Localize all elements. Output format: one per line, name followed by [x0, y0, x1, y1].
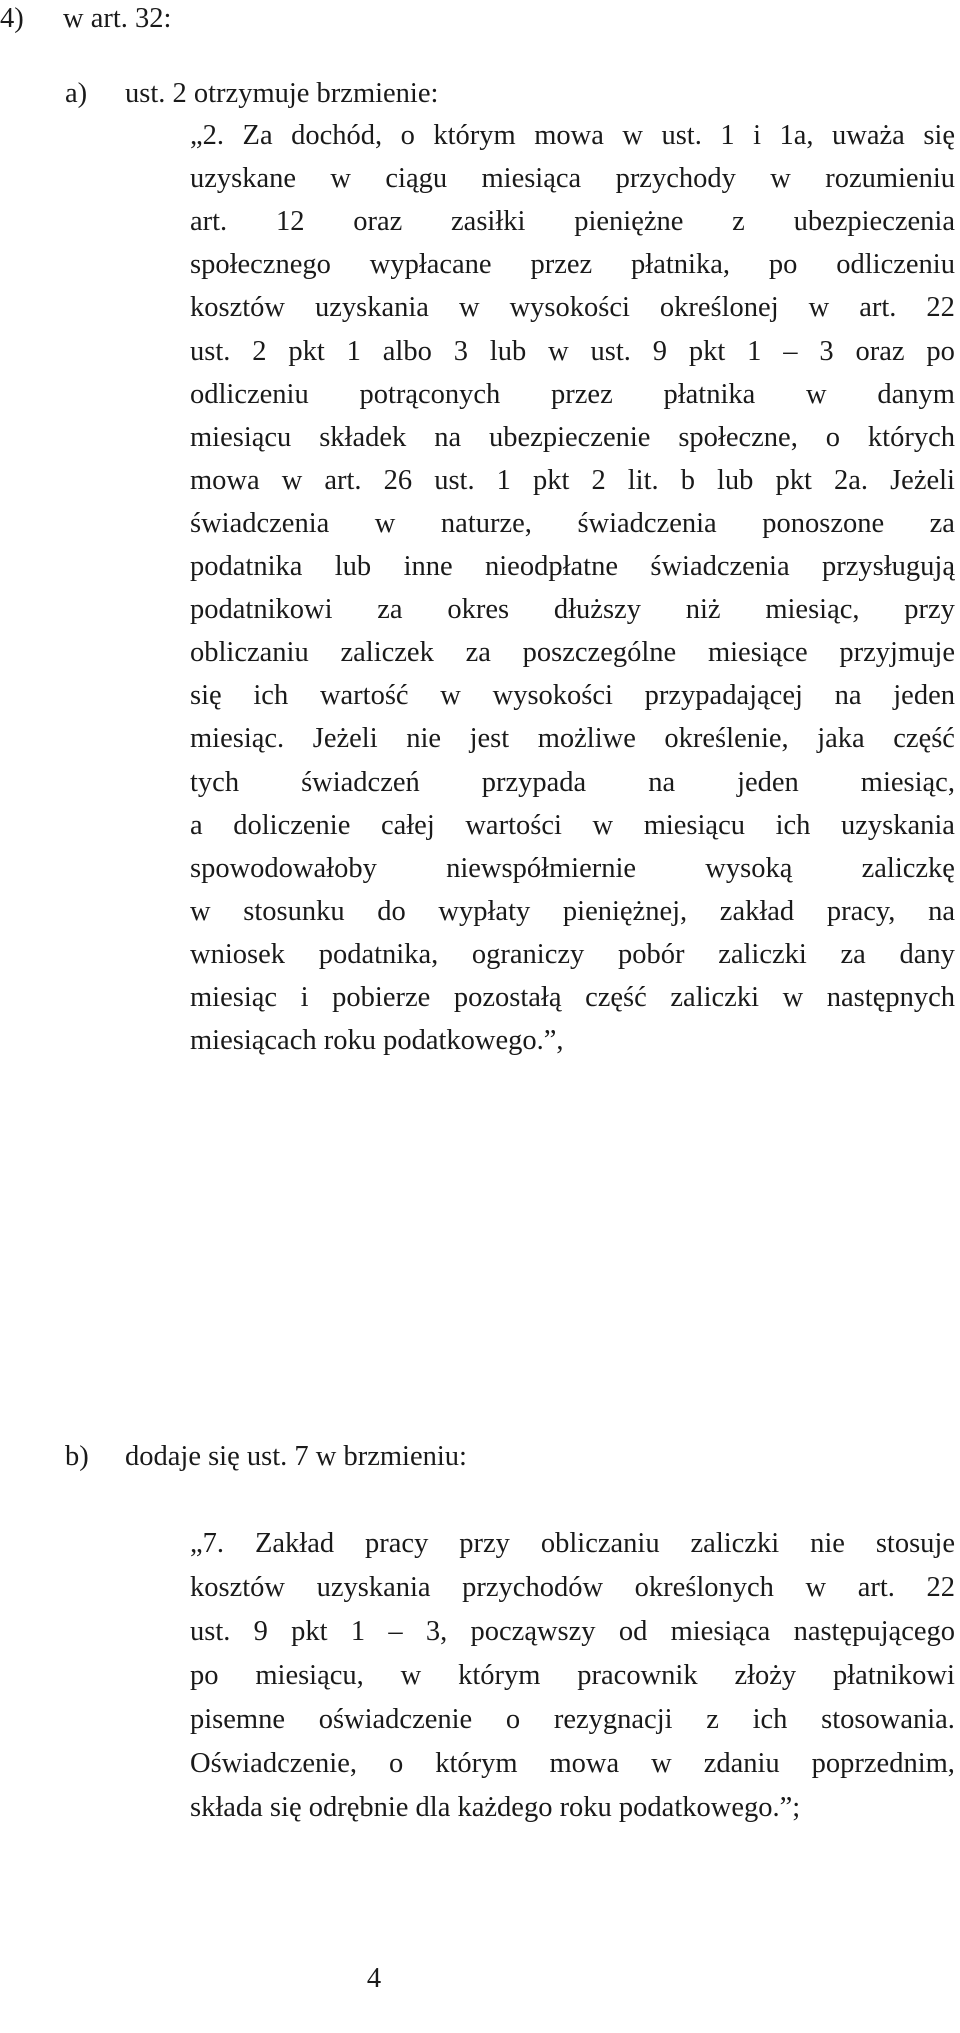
quote-line: ust. 9 pkt 1 – 3, począwszy od miesiąca następującego: [190, 1618, 955, 1647]
item-4-label: w art. 32:: [63, 3, 172, 34]
quote-line: art. 12 oraz zasiłki pieniężne z ubezpieczenia: [190, 208, 955, 238]
quote-line: miesiąc. Jeżeli nie jest możliwe określenie, jaka część: [190, 725, 955, 755]
quote-line: tych świadczeń przypada na jeden miesiąc,: [190, 768, 955, 798]
quote-line: kosztów uzyskania przychodów określonych w art. 22: [190, 1574, 955, 1603]
quote-line: a doliczenie całej wartości w miesiącu ich uzyskania: [190, 811, 955, 841]
quote-line: pisemne oświadczenie o rezygnacji z ich stosowania.: [190, 1706, 955, 1735]
quote-line: składa się odrębnie dla każdego roku podatkowego.”;: [190, 1792, 801, 1823]
quote-line: „7. Zakład pracy przy obliczaniu zaliczki nie stosuje: [190, 1530, 955, 1559]
quote-line: miesiącu składek na ubezpieczenie społeczne, o których: [190, 423, 955, 453]
item-b-letter: b): [65, 1441, 89, 1472]
quote-line: Oświadczenie, o którym mowa w zdaniu poprzednim,: [190, 1750, 955, 1779]
quote-line: społecznego wypłacane przez płatnika, po odliczeniu: [190, 251, 955, 281]
quote-line: w stosunku do wypłaty pieniężnej, zakład pracy, na: [190, 897, 955, 927]
quote-line: kosztów uzyskania w wysokości określonej w art. 22: [190, 294, 955, 324]
quote-line: po miesiącu, w którym pracownik złoży płatnikowi: [190, 1662, 955, 1691]
quote-line: mowa w art. 26 ust. 1 pkt 2 lit. b lub pkt 2a. Jeżeli: [190, 466, 955, 496]
item-a-letter: a): [65, 78, 88, 109]
quote-line: miesiącach roku podatkowego.”,: [190, 1025, 564, 1057]
quote-line: uzyskane w ciągu miesiąca przychody w rozumieniu: [190, 165, 955, 195]
quote-line: podatnika lub inne nieodpłatne świadczenia przysługują: [190, 553, 955, 582]
item-b-label: dodaje się ust. 7 w brzmieniu:: [125, 1441, 467, 1472]
quote-line: miesiąc i pobierze pozostałą część zaliczki w następnych: [190, 984, 955, 1013]
quote-line: wniosek podatnika, ograniczy pobór zaliczki za dany: [190, 940, 955, 970]
quote-line: się ich wartość w wysokości przypadającej na jeden: [190, 682, 955, 712]
quote-line: spowodowałoby niewspółmiernie wysoką zaliczkę: [190, 854, 955, 884]
quote-line: świadczenia w naturze, świadczenia ponoszone za: [190, 509, 955, 539]
quote-line: ust. 2 pkt 1 albo 3 lub w ust. 9 pkt 1 – 3 oraz po: [190, 337, 955, 367]
quote-line: „2. Za dochód, o którym mowa w ust. 1 i 1a, uważa się: [190, 122, 955, 151]
item-4-number: 4): [0, 3, 24, 34]
quote-line: odliczeniu potrąconych przez płatnika w danym: [190, 380, 955, 410]
item-a-label: ust. 2 otrzymuje brzmienie:: [125, 78, 439, 109]
quote-line: podatnikowi za okres dłuższy niż miesiąc, przy: [190, 596, 955, 626]
page-number: 4: [366, 1963, 382, 1994]
quote-line: obliczaniu zaliczek za poszczególne miesiące przyjmuje: [190, 639, 955, 669]
